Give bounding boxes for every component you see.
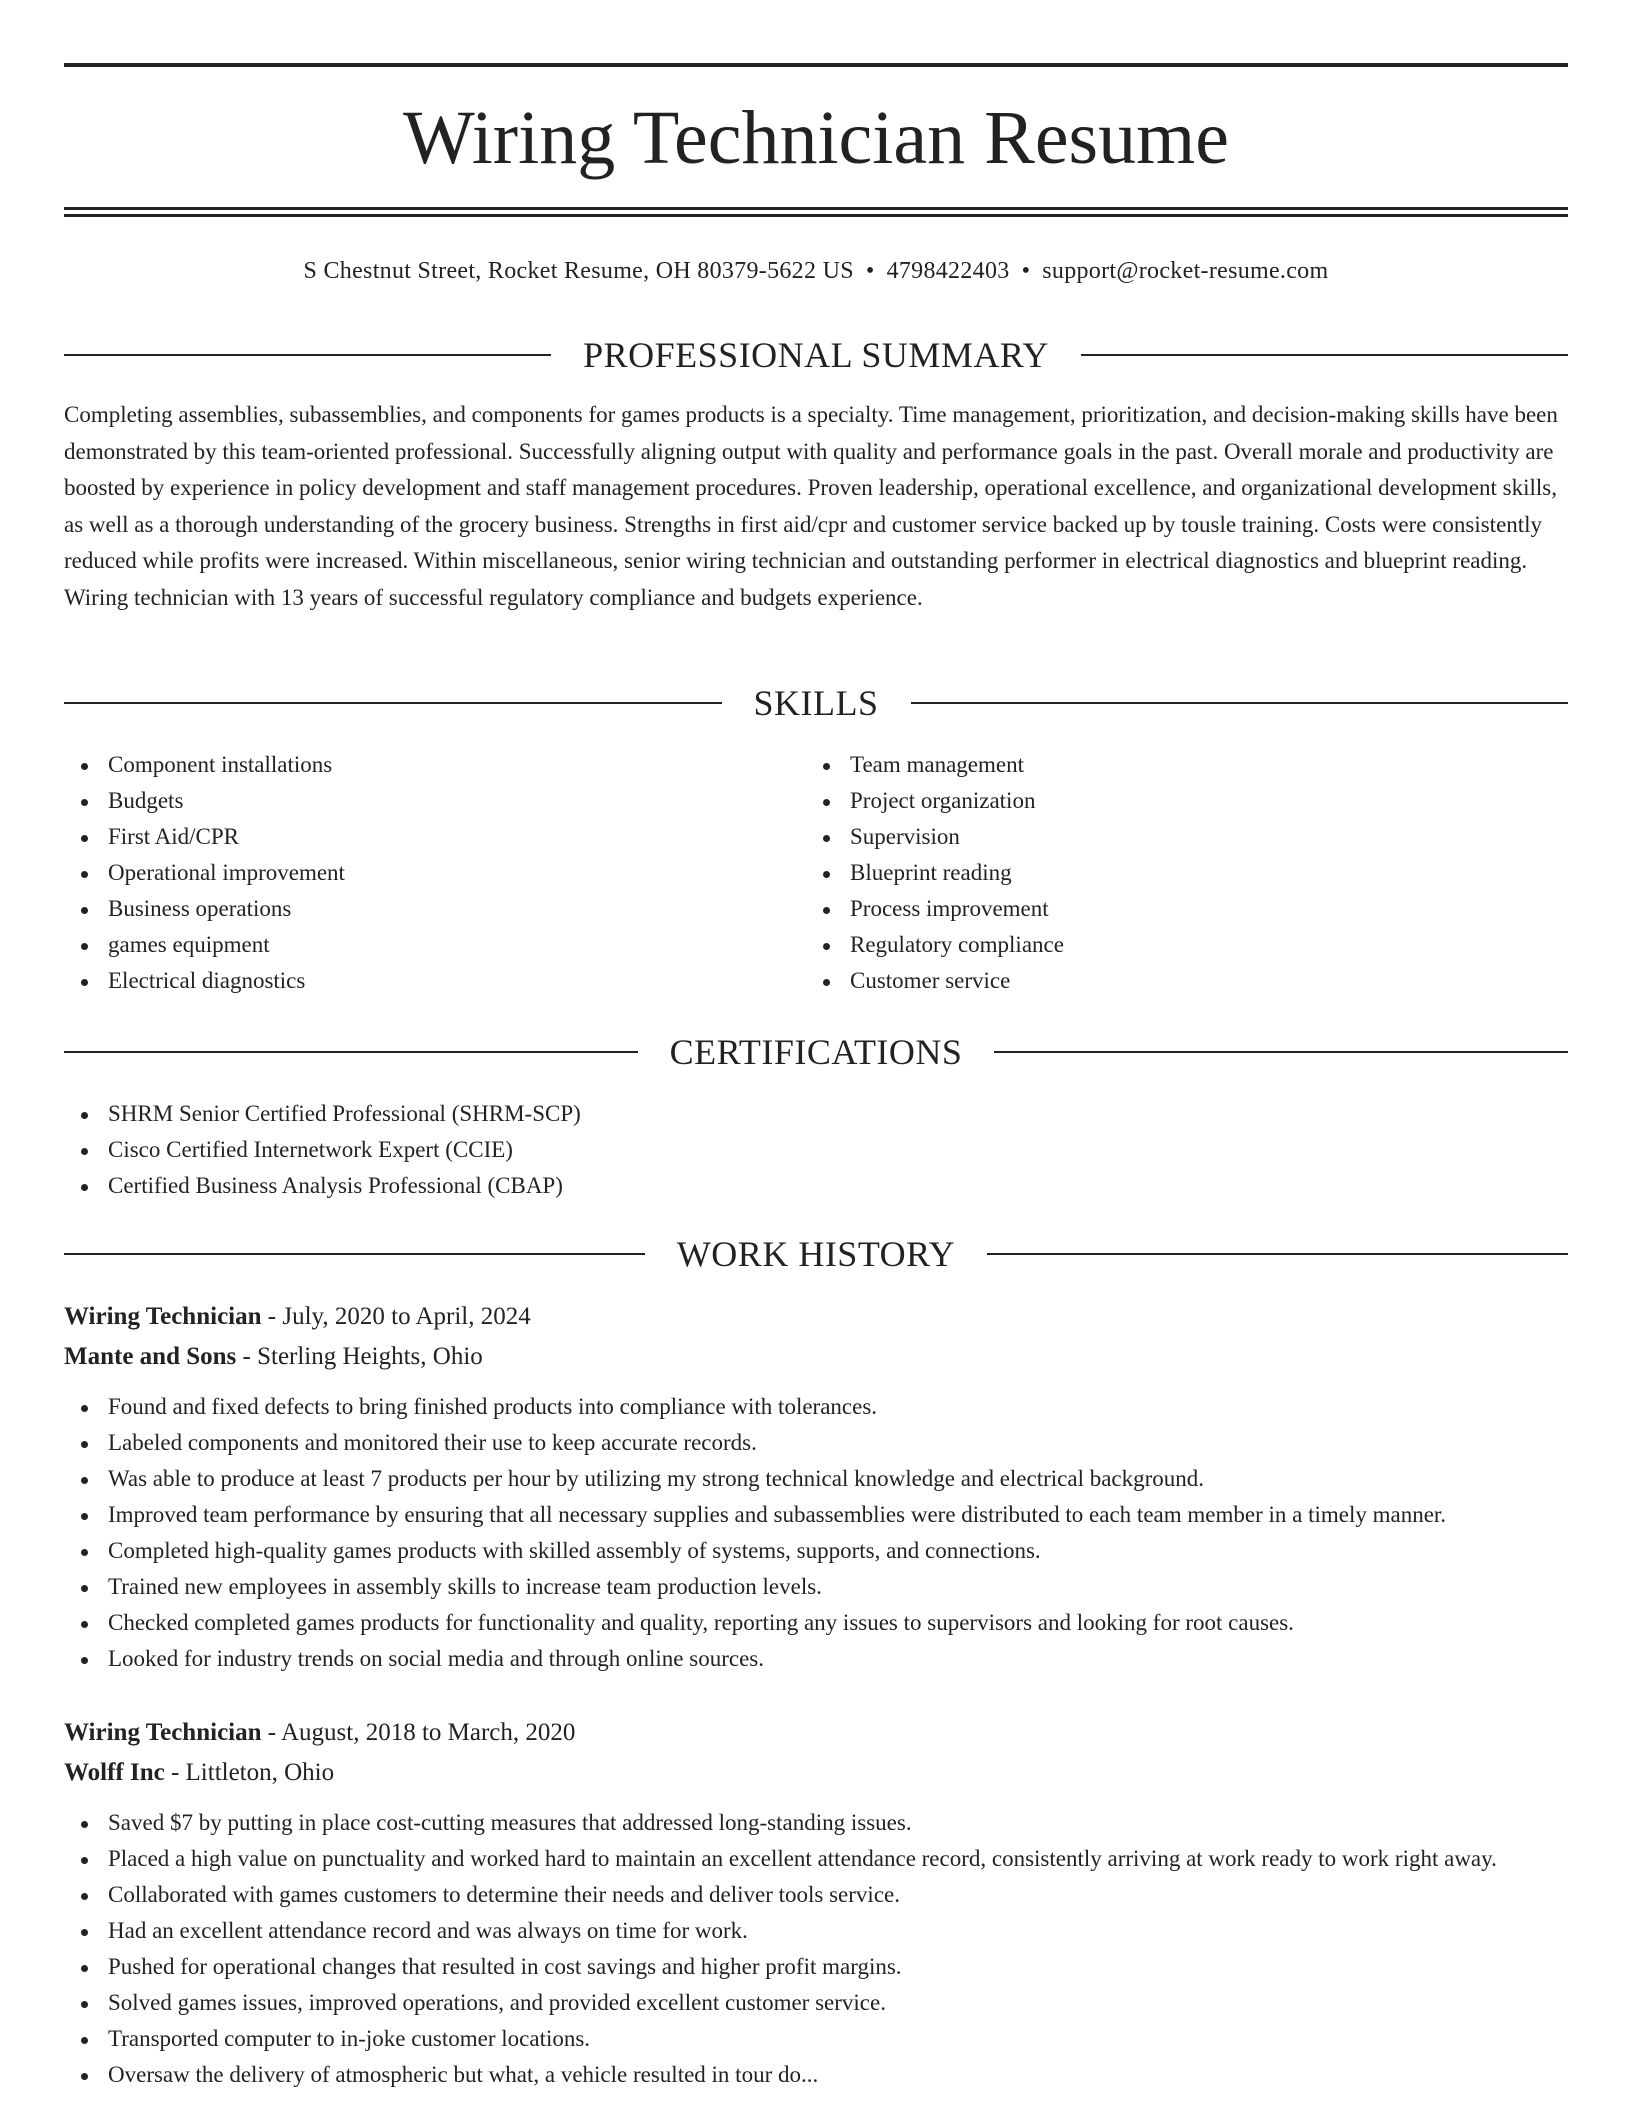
skill-item: Component installations [64,747,764,783]
skills-section-header [64,681,1568,725]
job-bullet: Was able to produce at least 7 products per hour by utilizing my strong technical knowledge and electrical background. [64,1461,1568,1497]
job-company: Mante and Sons [64,1343,237,1370]
skills-right-column [806,747,1506,999]
job-bullet: Labeled components and monitored their use to keep accurate records. [64,1425,1568,1461]
job-entry [64,1297,1568,1677]
skill-item: Customer service [806,963,1506,999]
skill-item: Process improvement [806,891,1506,927]
skill-item: Regulatory compliance [806,927,1506,963]
job-bullet: Found and fixed defects to bring finished products into compliance with tolerances. [64,1389,1568,1425]
certification-item: SHRM Senior Certified Professional (SHRM-SCP) [64,1096,1568,1132]
job-bullets [64,1389,1568,1677]
skill-item: Budgets [64,783,764,819]
skill-item: Supervision [806,819,1506,855]
summary-text: Completing assemblies, subassemblies, and components for games products is a specialty. Time management, prioritization, and decision-making skills have been demonstrated by this team-oriented professional. Successfully aligning output with quality and performance goals in the past. Overall morale and productivity are boosted by experience in policy development and staff management procedures. Proven leadership, operational excellence, and organizational development skills, as well as a thorough understanding of the grocery business. Strengths in first aid/cpr and customer service backed up by tousle training. Costs were consistently reduced while profits were increased. Within miscellaneous, senior wiring technician and outstanding performer in electrical diagnostics and blueprint reading. Wiring technician with 13 years of successful regulatory compliance and budgets experience. [64,402,1558,610]
contact-separator: • [1021,258,1031,284]
resume-title: Wiring Technician Resume [403,96,1229,180]
section-rule-left [64,354,551,356]
job-bullet: Transported computer to in-joke customer locations. [64,2021,1568,2057]
job-title: Wiring Technician [64,1303,262,1330]
job-bullet: Completed high-quality games products with skilled assembly of systems, supports, and connections. [64,1533,1568,1569]
skill-item: First Aid/CPR [64,819,764,855]
skill-item: games equipment [64,927,764,963]
certifications-block [64,1096,1568,1204]
top-rule [64,63,1568,67]
job-bullet: Saved $7 by putting in place cost-cutting measures that addressed long-standing issues. [64,1805,1568,1841]
summary-section-header [64,333,1568,377]
job-company-line [64,1753,1568,1793]
job-bullet: Improved team performance by ensuring that all necessary supplies and subassemblies were distributed to each team member in a timely manner. [64,1497,1568,1533]
job-location: - Sterling Heights, Ohio [236,1343,483,1370]
job-title: Wiring Technician [64,1719,262,1746]
job-bullet: Placed a high value on punctuality and worked hard to maintain an excellent attendance record, consistently arriving at work ready to work right away. [64,1841,1568,1877]
section-rule-left [64,1253,645,1255]
job-title-line [64,1297,1568,1337]
skill-item: Electrical diagnostics [64,963,764,999]
section-rule-left [64,1051,638,1053]
job-bullet: Collaborated with games customers to determine their needs and deliver tools service. [64,1877,1568,1913]
certifications-heading: CERTIFICATIONS [669,1032,963,1072]
work-history-heading: WORK HISTORY [676,1234,956,1274]
certification-item: Cisco Certified Internetwork Expert (CCIE) [64,1132,1568,1168]
job-title-line [64,1713,1568,1753]
contact-address: S Chestnut Street, Rocket Resume, OH 80379-5622 US [303,258,854,284]
section-rule-right [911,702,1569,704]
title-double-rule [64,207,1568,217]
skills-left-list [64,747,764,999]
contact-line [64,255,1568,287]
skills-left-column [64,747,764,999]
section-rule-left [64,702,722,704]
job-bullet: Looked for industry trends on social media and through online sources. [64,1641,1568,1677]
skill-item: Team management [806,747,1506,783]
job-location: - Littleton, Ohio [164,1759,335,1786]
certification-item: Certified Business Analysis Professional (CBAP) [64,1168,1568,1204]
job-bullets [64,1805,1568,2093]
job-bullet: Pushed for operational changes that resulted in cost savings and higher profit margins. [64,1949,1568,1985]
job-bullet: Oversaw the delivery of atmospheric but what, a vehicle resulted in tour do... [64,2057,1568,2093]
summary-heading: PROFESSIONAL SUMMARY [583,335,1049,375]
section-rule-right [994,1051,1568,1053]
skill-item: Operational improvement [64,855,764,891]
skill-item: Project organization [806,783,1506,819]
job-company-line [64,1337,1568,1377]
contact-email: support@rocket-resume.com [1042,258,1329,284]
skills-heading: SKILLS [753,683,879,723]
skill-item: Blueprint reading [806,855,1506,891]
contact-separator: • [865,258,875,284]
job-company: Wolff Inc [64,1759,165,1786]
skills-right-list [806,747,1506,999]
work-history-section-header [64,1232,1568,1276]
skill-item: Business operations [64,891,764,927]
section-rule-right [1081,354,1568,356]
job-bullet: Had an excellent attendance record and was always on time for work. [64,1913,1568,1949]
section-rule-right [987,1253,1568,1255]
job-bullet: Checked completed games products for functionality and quality, reporting any issues to supervisors and looking for root causes. [64,1605,1568,1641]
contact-phone: 4798422403 [886,258,1010,284]
job-dates: - July, 2020 to April, 2024 [261,1303,531,1330]
job-dates: - August, 2018 to March, 2020 [261,1719,576,1746]
job-entry [64,1713,1568,2093]
certifications-list [64,1096,1568,1204]
certifications-section-header [64,1030,1568,1074]
job-bullet: Trained new employees in assembly skills to increase team production levels. [64,1569,1568,1605]
job-bullet: Solved games issues, improved operations, and provided excellent customer service. [64,1985,1568,2021]
